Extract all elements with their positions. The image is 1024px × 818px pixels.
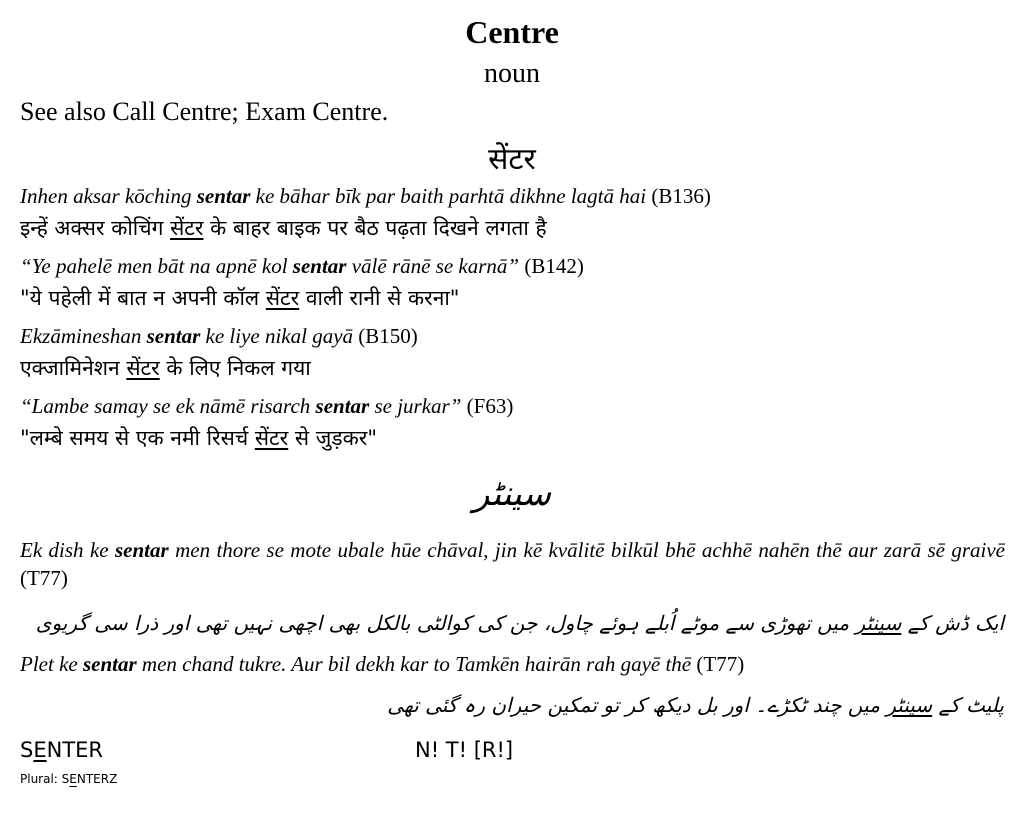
hindi-example-4-devanagari: "लम्बे समय से एक नमी रिसर्च सेंटर से जुड़कर" [20, 426, 377, 450]
entry-headword: Centre [465, 14, 559, 50]
hindi-script-heading: सेंटर [488, 142, 536, 177]
see-also-note: See also Call Centre; Exam Centre. [20, 97, 389, 126]
pronunciation-spelling: SENTER [20, 738, 104, 762]
phonetic-notation: N! T! [R!] [415, 738, 514, 762]
hindi-example-2-devanagari: "ये पहेली में बात न अपनी कॉल सेंटर वाली रानी से करना" [20, 286, 460, 310]
hindi-example-1-transliteration: Inhen aksar kōching sentar ke bāhar bīk par baith parhtā dikhne lagtā hai (B136) [20, 184, 711, 208]
hindi-example-3-transliteration: Ekzāmineshan sentar ke liye nikal gayā (B150) [20, 324, 418, 348]
hindi-example-4-transliteration: “Lambe samay se ek nāmē risarch sentar se jurkar” (F63) [20, 394, 514, 418]
hindi-example-3-devanagari: एक्जामिनेशन सेंटर के लिए निकल गया [20, 356, 311, 380]
urdu-example-1-transliteration: Ek dish ke sentar men thore se mote ubale hūe chāval, jin kē kvālitē bilkūl bhē achhē nahēn thē aur zarā sē graivē (T77) [20, 538, 1006, 590]
urdu-example-2-transliteration: Plet ke sentar men chand tukre. Aur bil dekh kar to Tamkēn hairān rah gayē thē (T77) [20, 652, 745, 676]
urdu-script-heading: سینٹر [472, 474, 552, 514]
part-of-speech: noun [484, 58, 540, 89]
hindi-example-2-transliteration: “Ye pahelē men bāt na apnē kol sentar vālē rānē se karnā” (B142) [20, 254, 584, 278]
urdu-example-2-nastaliq: پلیٹ کے سینٹر میں چند ٹکڑے۔ اور بل دیکھ کر تو تمکین حیران رہ گئی تھی [387, 693, 1004, 717]
urdu-example-1-nastaliq: ایک ڈش کے سینٹر میں تھوڑی سے موٹے اُبلے ہوئے چاول، جن کی کوالٹی بالکل بھی اچھی نہیں تھی اور ذرا سی گریوی [35, 611, 1004, 635]
hindi-example-1-devanagari: इन्हें अक्सर कोचिंग सेंटर के बाहर बाइक पर बैठ पढ़ता दिखने लगता है [20, 216, 547, 240]
plural-form: Plural: SENTERZ [20, 772, 118, 786]
